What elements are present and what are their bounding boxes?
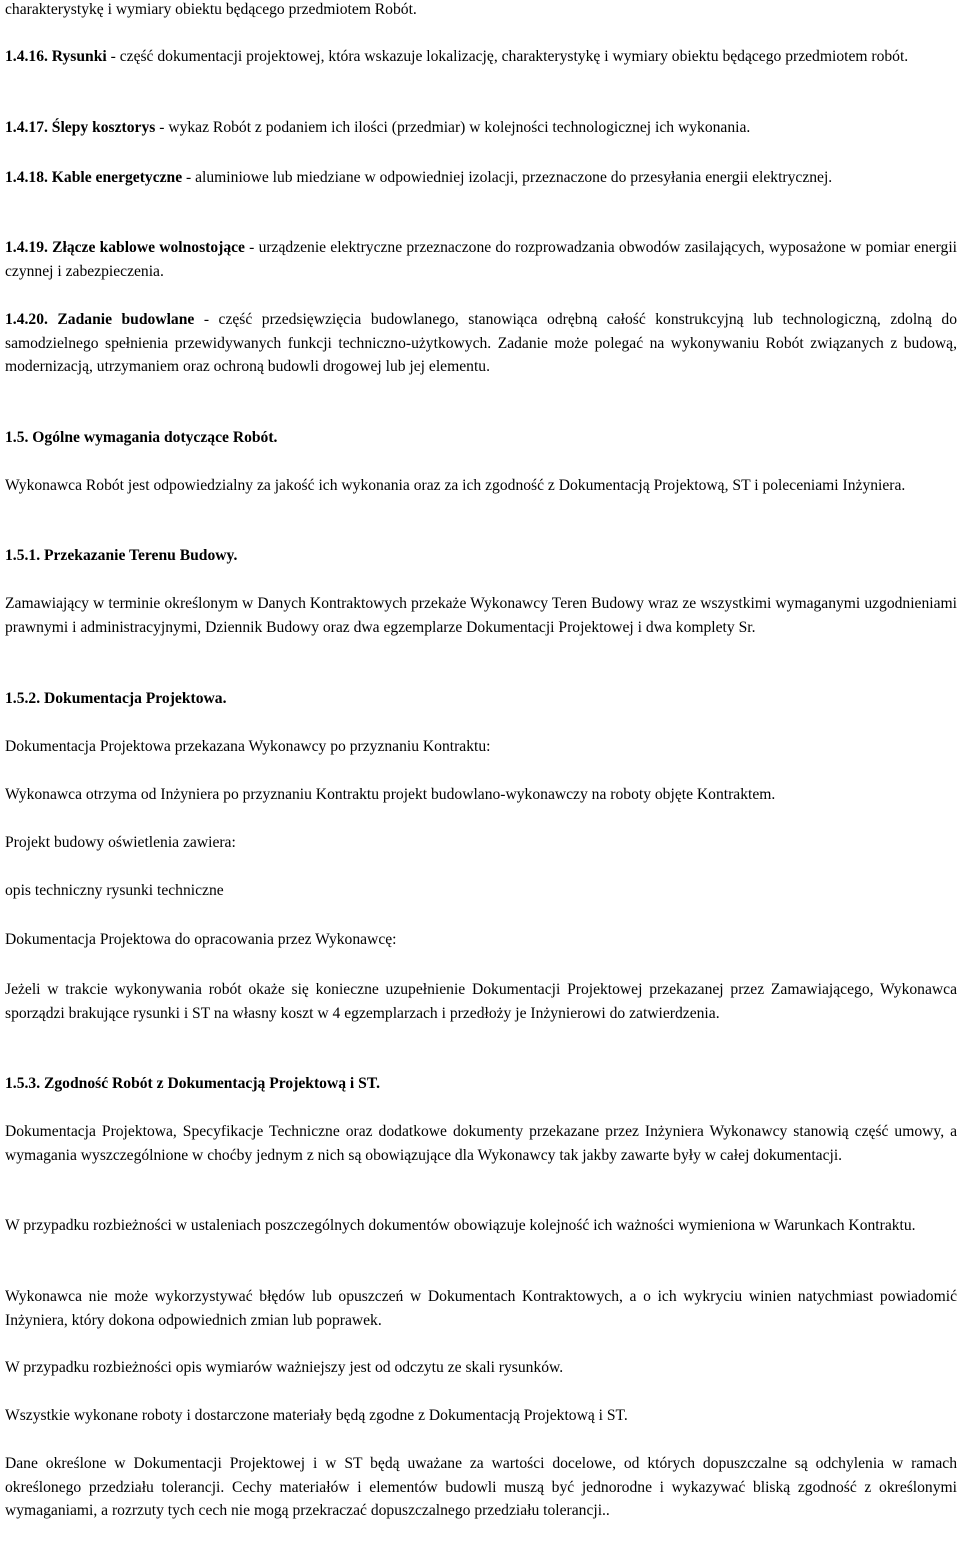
definition-1-4-18 [5,166,957,190]
section-1-5-2-paragraph: Projekt budowy oświetlenia zawiera: [5,834,236,851]
section-1-5-3-paragraph: Dokumentacja Projektowa, Specyfikacje Techniczne oraz dodatkowe dokumenty przekazane przez Inżyniera Wykonawcy stanowią część umowy, a wymagania wyszczególnione w choćby jednym z nich są obowiązujące dla Wykonawcy tak jakby zawarte były w całej dokumentacji. [5,1123,957,1164]
section-1-5-3-paragraph: Dane określone w Dokumentacji Projektowej i w ST będą uważane za wartości docelowe, od których dopuszczalne są odchylenia w ramach określonego przedziału tolerancji. Cechy materiałów i elementów budowli muszą być jednorodne i wykazywać bliską zgodność z określonymi wymaganiami, a rozrzuty tych cech nie mogą przekraczać dopuszczalnego przedziału tolerancji.. [5,1455,957,1519]
definition-number: 1.4.17. [5,119,48,136]
definition-term: Ślepy kosztorys [51,119,156,136]
definition-text: - wykaz Robót z podaniem ich ilości (przedmiar) w kolejności technologicznej ich wykonania. [155,119,751,136]
definition-number: 1.4.18. [5,169,48,186]
definition-text: - część dokumentacji projektowej, która wskazuje lokalizację, charakterystykę i wymiary obiektu będącego przedmiotem robót. [106,48,909,65]
section-1-5-2-paragraph: Wykonawca otrzyma od Inżyniera po przyznaniu Kontraktu projekt budowlano-wykonawczy na roboty objęte Kontraktem. [5,786,776,803]
section-1-5-3-paragraph: W przypadku rozbieżności opis wymiarów ważniejszy jest od odczytu ze skali rysunków. [5,1359,564,1376]
section-heading-1-5-3: 1.5.3. Zgodność Robót z Dokumentacją Projektową i ST. [5,1075,380,1092]
definition-text: - część przedsięwzięcia budowlanego, stanowiąca odrębną całość konstrukcyjną lub technologiczną, zdolną do samodzielnego spełnienia przewidywanych funkcji techniczno-użytkowych. Zadanie może polegać na wykonywaniu Robót związanych z budową, modernizacją, utrzymaniem oraz ochroną budowli drogowej lub jej elementu. [5,311,957,375]
section-1-5-paragraph: Wykonawca Robót jest odpowiedzialny za jakość ich wykonania oraz za ich zgodność z Dokumentacją Projektową, ST i poleceniami Inżyniera. [5,477,906,494]
definition-term: Złącze kablowe wolnostojące [52,239,245,256]
section-heading-1-5: 1.5. Ogólne wymagania dotyczące Robót. [5,429,278,446]
definition-term: Zadanie budowlane [57,311,195,328]
section-1-5-2-paragraph: Jeżeli w trakcie wykonywania robót okaże się konieczne uzupełnienie Dokumentacji Projektowej przekazanej przez Zamawiającego, Wykonawca sporządzi brakujące rysunki i ST na własny koszt w 4 egzemplarzach i przedłoży je Inżynierowi do zatwierdzenia. [5,981,957,1022]
definition-text: - urządzenie elektryczne przeznaczone do rozprowadzania obwodów zasilających, wyposażone w pomiar energii czynnej i zabezpieczenia. [5,239,957,280]
section-1-5-2-paragraph: opis techniczny rysunki techniczne [5,882,224,899]
definition-1-4-16 [5,45,957,69]
definition-number: 1.4.16. [5,48,48,65]
section-heading-1-5-2: 1.5.2. Dokumentacja Projektowa. [5,690,227,707]
section-1-5-2-paragraph: Dokumentacja Projektowa przekazana Wykonawcy po przyznaniu Kontraktu: [5,738,491,755]
intro-line: charakterystykę i wymiary obiektu będącego przedmiotem Robót. [5,1,417,18]
section-1-5-2-paragraph: Dokumentacja Projektowa do opracowania przez Wykonawcę: [5,931,397,948]
definition-1-4-20 [5,308,957,379]
section-1-5-3-paragraph: W przypadku rozbieżności w ustaleniach poszczególnych dokumentów obowiązuje kolejność ich ważności wymieniona w Warunkach Kontraktu. [5,1217,916,1234]
definition-1-4-19 [5,236,957,283]
definition-term: Kable energetyczne [51,169,183,186]
section-1-5-1-paragraph: Zamawiający w terminie określonym w Danych Kontraktowych przekaże Wykonawcy Teren Budowy wraz ze wszystkimi wymaganymi uzgodnieniami prawnymi i administracyjnymi, Dziennik Budowy oraz dwa egzemplarze Dokumentacji Projektowej i dwa komplety Sr. [5,595,957,636]
definition-number: 1.4.19. [5,239,48,256]
definition-text: - aluminiowe lub miedziane w odpowiedniej izolacji, przeznaczone do przesyłania energii elektrycznej. [182,169,833,186]
definition-term: Rysunki [51,48,107,65]
definition-number: 1.4.20. [5,311,48,328]
section-1-5-3-paragraph: Wszystkie wykonane roboty i dostarczone materiały będą zgodne z Dokumentacją Projektową i ST. [5,1407,628,1424]
section-heading-1-5-1: 1.5.1. Przekazanie Terenu Budowy. [5,547,238,564]
definition-1-4-17 [5,116,957,140]
section-1-5-3-paragraph: Wykonawca nie może wykorzystywać błędów lub opuszczeń w Dokumentach Kontraktowych, a o ich wykryciu winien natychmiast powiadomić Inżyniera, który dokona odpowiednich zmian lub poprawek. [5,1288,957,1329]
